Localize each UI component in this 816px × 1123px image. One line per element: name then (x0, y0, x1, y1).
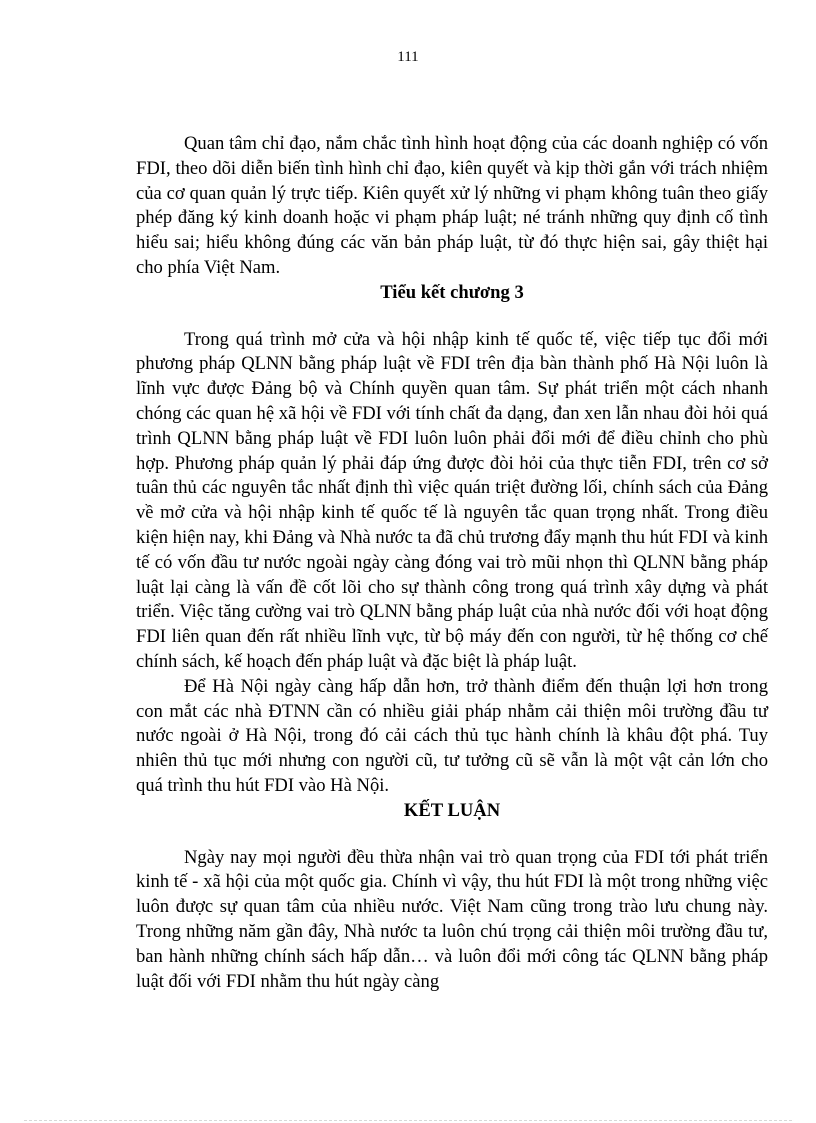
spacer (136, 824, 768, 846)
paragraph: Để Hà Nội ngày càng hấp dẫn hơn, trở thành điểm đến thuận lợi hơn trong con mắt các nhà ĐTNN cần có nhiều giải pháp nhằm cải thiện môi trường đầu tư nước ngoài ở Hà Nội, trong đó cải cách thủ tục hành chính là khâu đột phá. Tuy nhiên thủ tục mới nhưng con người cũ, tư tưởng cũ sẽ vẫn là một vật cản lớn cho quá trình thu hút FDI vào Hà Nội. (136, 675, 768, 796)
document-body (136, 132, 768, 994)
spacer (136, 306, 768, 328)
page-number: 111 (397, 49, 419, 65)
paragraph: Quan tâm chỉ đạo, nắm chắc tình hình hoạt động của các doanh nghiệp có vốn FDI, theo dõi diễn biến tình hình chỉ đạo, kiên quyết và kịp thời gắn với trách nhiệm của cơ quan quản lý trực tiếp. Kiên quyết xử lý những vi phạm không tuân theo giấy phép đăng ký kinh doanh hoặc vi phạm pháp luật; né tránh những quy định cố tình hiểu sai; hiểu không đúng các văn bản pháp luật, từ đó thực hiện sai, gây thiệt hại cho phía Việt Nam. (136, 133, 768, 278)
paragraph: Trong quá trình mở cửa và hội nhập kinh tế quốc tế, việc tiếp tục đổi mới phương pháp QLNN bằng pháp luật về FDI trên địa bàn thành phố Hà Nội luôn là lĩnh vực được Đảng bộ và Chính quyền quan tâm. Sự phát triển một cách nhanh chóng các quan hệ xã hội về FDI với tính chất đa dạng, đan xen lẫn nhau đòi hỏi quá trình QLNN bằng pháp luật về FDI luôn luôn phải đổi mới để điều chỉnh cho phù hợp. Phương pháp quản lý phải đáp ứng được đòi hỏi của thực tiễn FDI, trên cơ sở tuân thủ các nguyên tắc nhất định thì việc quán triệt đường lối, chính sách của Đảng về mở cửa và hội nhập kinh tế quốc tế là nguyên tắc quan trọng nhất. Trong điều kiện hiện nay, khi Đảng và Nhà nước ta đã chủ trương đẩy mạnh thu hút FDI và kinh tế có vốn đầu tư nước ngoài ngày càng đóng vai trò mũi nhọn thì QLNN bằng pháp luật lại càng là vấn đề cốt lõi cho sự thành công trong quá trình xây dựng và phát triển. Việc tăng cường vai trò QLNN bằng pháp luật của nhà nước đối với hoạt động FDI liên quan đến rất nhiều lĩnh vực, từ bộ máy đến con người, từ hệ thống cơ chế chính sách, kế hoạch đến pháp luật và đặc biệt là pháp luật. (136, 328, 768, 672)
page-bottom-divider (24, 1120, 792, 1121)
section-heading-chapter-summary: Tiểu kết chương 3 (380, 281, 524, 303)
paragraph: Ngày nay mọi người đều thừa nhận vai trò quan trọng của FDI tới phát triển kinh tế - xã hội của một quốc gia. Chính vì vậy, thu hút FDI là một trong những việc luôn được sự quan tâm của nhiều nước. Việt Nam cũng trong trào lưu chung này. Trong những năm gần đây, Nhà nước ta luôn chú trọng cải thiện môi trường đầu tư, ban hành những chính sách hấp dẫn… và luôn đổi mới công tác QLNN bằng pháp luật đối với FDI nhằm thu hút ngày càng (136, 846, 768, 992)
section-heading-conclusion: KẾT LUẬN (403, 799, 501, 821)
